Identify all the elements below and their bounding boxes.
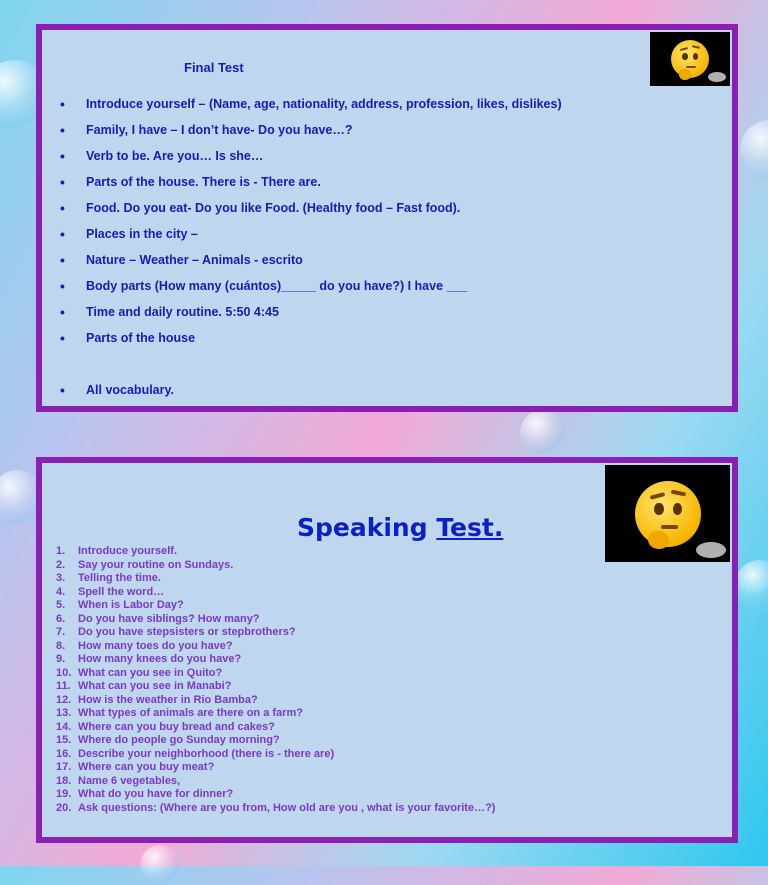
speaking-question-list xyxy=(56,545,495,815)
list-item: 10. What can you see in Quito? xyxy=(56,666,223,679)
list-item: 19. What do you have for dinner? xyxy=(56,788,234,800)
list-item: 3. Telling the time. xyxy=(56,572,161,584)
background-bubble xyxy=(520,410,565,455)
list-item: • Body parts (How many (cuántos)_____ do you have?) I have ___ xyxy=(60,278,468,294)
title-word: Speaking xyxy=(297,513,437,542)
list-item: • Parts of the house. There is - There are. xyxy=(60,174,321,190)
list-item: 20. Ask questions: (Where are you from, How old are you , what is your favorite…?) xyxy=(56,801,496,814)
list-item: 6. Do you have siblings? How many? xyxy=(56,612,260,625)
list-item: 5. When is Labor Day? xyxy=(56,599,184,611)
thinking-face-emoji-icon xyxy=(635,481,701,547)
speaking-test-title xyxy=(297,513,503,542)
final-test-title: Final Test xyxy=(184,60,244,75)
list-item: 12. How is the weather in Rio Bamba? xyxy=(56,693,258,706)
list-item: • Places in the city – xyxy=(60,226,198,242)
thinking-face-emoji-icon xyxy=(671,40,709,78)
final-test-topic-list xyxy=(56,96,562,408)
list-item: • Family, I have – I don’t have- Do you have…? xyxy=(60,122,353,138)
background-bubble xyxy=(140,845,180,885)
list-item: 9. How many knees do you have? xyxy=(56,653,242,665)
list-item: 2. Say your routine on Sundays. xyxy=(56,558,234,571)
list-item: 15. Where do people go Sunday morning? xyxy=(56,734,280,746)
background-bubble xyxy=(740,120,768,180)
background-bubble xyxy=(735,560,768,610)
list-item: • Food. Do you eat- Do you like Food. (Healthy food – Fast food). xyxy=(60,200,461,216)
list-item: • Nature – Weather – Animals - escrito xyxy=(60,252,303,268)
list-item: 1. Introduce yourself. xyxy=(56,545,178,557)
list-item: • All vocabulary. xyxy=(60,382,174,398)
list-item: 18. Name 6 vegetables, xyxy=(56,774,181,787)
list-item: 4. Spell the word… xyxy=(56,585,165,598)
final-test-slide xyxy=(36,24,738,412)
speaking-test-slide xyxy=(36,457,738,843)
list-item: 13. What types of animals are there on a farm? xyxy=(56,707,303,719)
list-item: 11. What can you see in Manabi? xyxy=(56,680,232,692)
thinking-face-image xyxy=(605,465,730,562)
list-item: 16. Describe your neighborhood (there is - there are) xyxy=(56,747,335,760)
thinking-face-image xyxy=(650,32,730,86)
list-item: • Verb to be. Are you… Is she… xyxy=(60,148,264,164)
list-item: 8. How many toes do you have? xyxy=(56,639,233,652)
list-item: 7. Do you have stepsisters or stepbrothers? xyxy=(56,626,296,638)
list-item: • Introduce yourself – (Name, age, nationality, address, profession, likes, dislikes) xyxy=(60,96,562,112)
list-item: • Time and daily routine. 5:50 4:45 xyxy=(60,304,279,320)
list-item: 14. Where can you buy bread and cakes? xyxy=(56,720,275,733)
title-underlined-word: Test. xyxy=(436,513,504,542)
list-item: 17. Where can you buy meat? xyxy=(56,761,215,773)
list-item: • Parts of the house xyxy=(60,330,196,346)
